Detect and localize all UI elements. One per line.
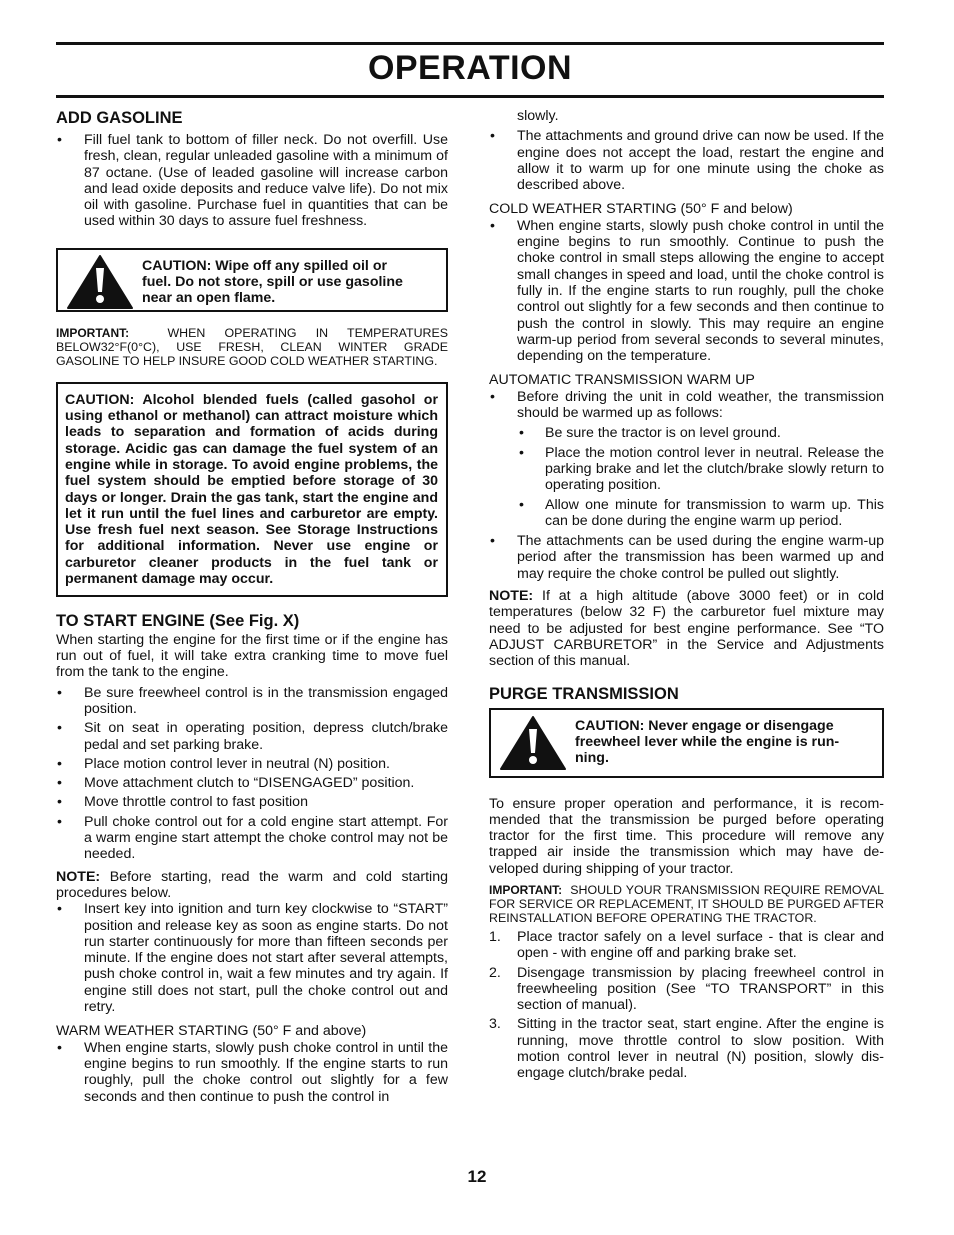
transmission-warmup-list-2	[489, 533, 884, 582]
warning-exclamation-icon	[499, 715, 567, 771]
list-item: 1. Place tractor safely on a level surface - that is clear and open - with engine off and parking brake set.	[489, 928, 884, 962]
list-item: • Be sure the tractor is on level ground.	[489, 425, 884, 441]
list-item: • Place the motion control lever in neutral. Release the parking brake and let the clutch/brake slowly return to operating position.	[489, 445, 884, 494]
transmission-warmup-sublist	[489, 425, 884, 529]
note-label: NOTE:	[56, 868, 101, 885]
warning-exclamation-icon	[66, 254, 134, 310]
list-item: • Move throttle control to fast position	[56, 794, 448, 810]
note-text: If at a high altitude (above 3000 feet) or in cold temperatures (below 32 F) the carburetor fuel mixture may need to be adjusted for best engine performance. See “TO ADJUST CARBURETOR” in the Service and Adjustments section of this manual.	[489, 588, 884, 670]
start-engine-list	[56, 685, 448, 863]
right-column	[489, 108, 884, 1082]
list-item: • Sit on seat in operating position, depress clutch/brake pedal and set parking brake.	[56, 720, 448, 753]
cold-weather-heading: COLD WEATHER STARTING (50° F and below)	[489, 201, 793, 218]
list-item: • Pull choke control out for a cold engine start attempt. For a warm engine start attempt the choke control may not be needed.	[56, 814, 448, 863]
start-engine-intro: When starting the engine for the first time or if the engine has run out of fuel, it will take extra cranking time to move fuel from the tank to the engine.	[56, 631, 448, 681]
add-gasoline-list	[56, 132, 448, 230]
start-engine-list-2	[56, 901, 448, 1015]
list-item: • The attachments can be used during the engine warm-up period after the transmission has been warmed up and may require the choke control be pulled out slightly.	[489, 533, 884, 582]
warm-weather-list-2	[489, 128, 884, 193]
caution-text: CAUTION: Alcohol blended fuels (called gasohol or using ethanol or methanol) can attract moisture which leads to separation and formation of acids during storage. Acidic gas can damage the fuel system of an engine while in storage. To avoid engine problems, the fuel system should be emptied before storage of 30 days or longer. Drain the gas tank, start the engine and let it run until the fuel lines and carburetor are empty. Use fresh fuel next season. See Storage Instructions for additional information. Never use engine or carburetor cleaner products in the fuel tank or permanent damage may occur.	[65, 391, 438, 588]
note-label: NOTE:	[489, 588, 534, 605]
important-label: IMPORTANT:	[56, 325, 130, 340]
altitude-note	[489, 588, 884, 669]
add-gasoline-heading: ADD GASOLINE	[56, 109, 183, 127]
page-number: 12	[467, 1167, 487, 1186]
list-item: • When engine starts, slowly push choke control in until the engine begins to run smoothly. Continue to push the choke control in small steps allowing the engine to accept small changes in speed and load, until the choke control is fully in. If the engine starts to run roughly, pull the choke control out slightly for a few seconds and then continue to push the control in slowly. This may require an engine warm-up period from several seconds to several minutes, depending on the temperature.	[489, 218, 884, 365]
important-text: WHEN OPERATING IN TEMPERATURES BELOW32°F(0°C), USE FRESH, CLEAN WINTER GRADE GASOLINE TO HELP INSURE GOOD COLD WEATHER STARTING.	[56, 325, 448, 368]
warm-weather-list	[56, 1040, 448, 1105]
caution-box-gasoline	[56, 248, 448, 312]
important-note-cold	[56, 326, 448, 368]
caution-text: CAUTION: Never engage or disengage freewheel lever while the engine is run-ning.	[575, 717, 840, 767]
list-item: • Allow one minute for transmission to warm up. This can be done during the engine warm up period.	[489, 497, 884, 530]
caution-box-alcohol	[56, 382, 448, 597]
list-item: • Be sure freewheel control is in the transmission engaged position.	[56, 685, 448, 718]
caution-box-freewheel	[489, 708, 884, 778]
important-note-purge	[489, 883, 884, 925]
list-item: • Insert key into ignition and turn key clockwise to “START” position and release key as soon as engine starts. Do not run starter continuously for more than fifteen seconds per minute. If the engine does not start after several attempts, push choke control in, wait a few minutes and try again. If engine still does not start, pull the choke control out and retry.	[56, 901, 448, 1015]
list-item: • When engine starts, slowly push choke control in until the engine begins to run smoothly. If the engine starts to run roughly, pull the choke control out slightly for a few seconds and then continue to push the control in	[56, 1040, 448, 1105]
list-item: • Fill fuel tank to bottom of filler neck. Do not overfill. Use fresh, clean, regular unleaded gasoline with a minimum of 87 octane. (Use of leaded gasoline will increase carbon and lead oxide deposits and reduce valve life). Do not mix oil with gasoline. Purchase fuel in quantities that can be used within 30 days to assure fuel freshness.	[56, 132, 448, 230]
warm-weather-heading: WARM WEATHER STARTING (50° F and above)	[56, 1023, 367, 1040]
list-item: • Place motion control lever in neutral (N) position.	[56, 756, 448, 772]
header-rule-top	[56, 42, 884, 45]
note-text: Before starting, read the warm and cold starting procedures below.	[56, 868, 448, 901]
start-engine-note	[56, 869, 448, 902]
important-text: SHOULD YOUR TRANSMISSION REQUIRE REMOVAL FOR SERVICE OR REPLACEMENT, IT SHOULD BE PURGED AFTER REINSTALLATION BEFORE OPERATING THE TRACTOR.	[489, 882, 884, 925]
list-item: • Move attachment clutch to “DISENGAGED” position.	[56, 775, 448, 791]
page-title: OPERATION	[367, 49, 573, 87]
caution-text: CAUTION: Wipe off any spilled oil or fuel. Do not store, spill or use gasoline near an open flame.	[142, 257, 403, 307]
list-item: • Before driving the unit in cold weather, the transmission should be warmed up as follows:	[489, 389, 884, 422]
important-label: IMPORTANT:	[489, 882, 563, 897]
start-engine-heading: TO START ENGINE (See Fig. X)	[56, 611, 300, 630]
transmission-warmup-heading: AUTOMATIC TRANSMISSION WARM UP	[489, 372, 755, 389]
list-item: 3. Sitting in the tractor seat, start engine. After the engine is running, move throttle control to slow position. With motion control lever in neutral (N) position, slowly dis-engage clutch/brake pedal.	[489, 1016, 884, 1082]
list-item: 2. Disengage transmission by placing freewheel control in freewheeling position (See “TO TRANSPORT” in this section of manual).	[489, 964, 884, 1014]
left-column	[56, 108, 448, 1105]
cold-weather-list	[489, 218, 884, 365]
purge-steps	[489, 929, 884, 1082]
purge-intro: To ensure proper operation and performance, it is recom-mended that the transmission be purged before operating tractor for the first time. This procedure will remove any trapped air inside the transmission which may have de-veloped during shipping of your tractor.	[489, 795, 884, 877]
header-rule-bottom	[56, 95, 884, 98]
list-item: • The attachments and ground drive can now be used. If the engine does not accept the load, restart the engine and allow it to warm up for one minute using the choke as described above.	[489, 128, 884, 193]
transmission-warmup-list	[489, 389, 884, 422]
purge-transmission-heading: PURGE TRANSMISSION	[489, 684, 679, 703]
warm-weather-continued: slowly.	[517, 108, 559, 124]
